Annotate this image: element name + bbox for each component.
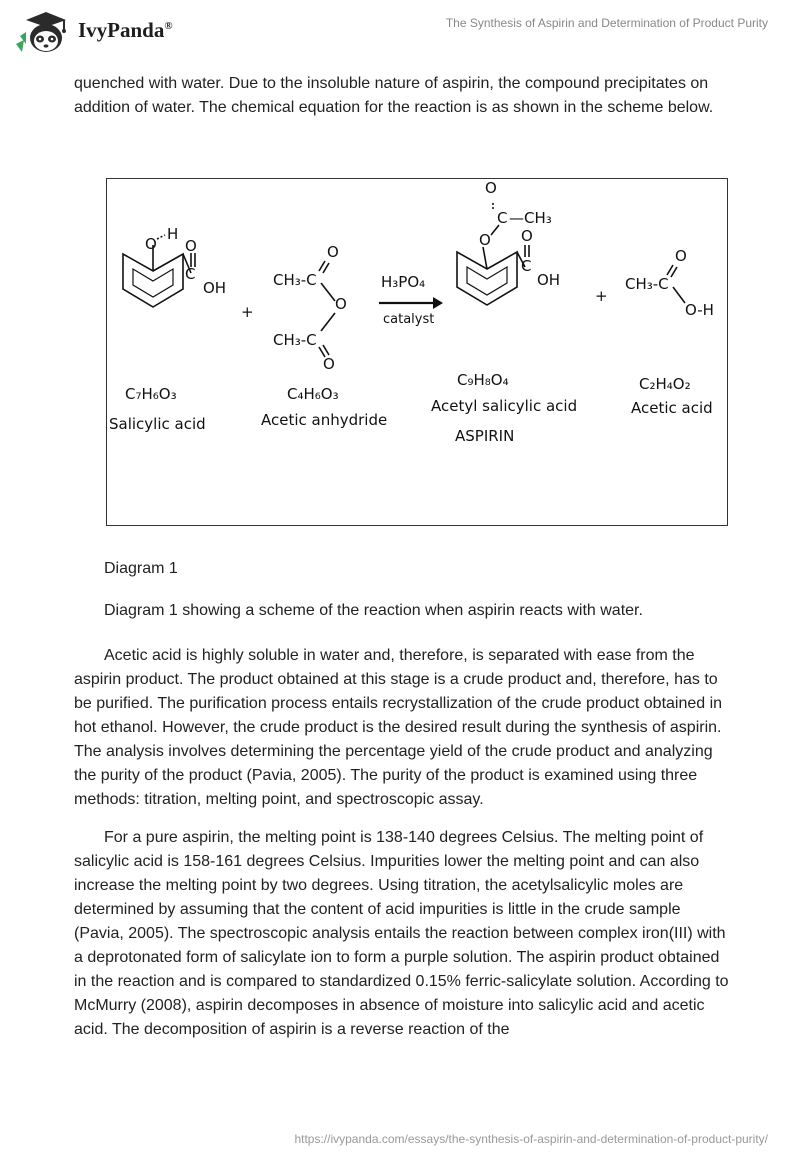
svg-text:O: O [675, 247, 687, 265]
svg-text:O: O [145, 235, 157, 253]
catalyst-formula: H₃PO₄ [381, 273, 426, 291]
product2-name: Acetic acid [631, 399, 713, 417]
intro-paragraph: quenched with water. Due to the insoluble nature of aspirin, the compound precipitates on addition of water. The chemical equation for the reaction is as shown in the scheme below. [74, 75, 714, 116]
svg-text:O: O [335, 295, 347, 313]
svg-text:CH₃-C: CH₃-C [625, 275, 669, 293]
svg-text:O: O [327, 243, 339, 261]
svg-text:C: C [521, 257, 532, 275]
svg-text:O: O [323, 355, 335, 373]
reactant2-name: Acetic anhydride [261, 411, 388, 429]
svg-text:O: O [479, 231, 491, 249]
svg-text:C₇H₆O₃: C₇H₆O₃ [125, 385, 177, 403]
body-paragraph-2: For a pure aspirin, the melting point is 138-140 degrees Celsius. The melting point of salicylic acid is 158-161 degrees Celsius. Impurities lower the melting point and can also increase the melting point by two degrees. Using titration, the acetylsalicylic moles are determined by assuming that the content of acid impurities is little in the crude sample (Pavia, 2005). The spectroscopic analysis entails the reaction between complex iron(III) with a deprotonated form of salicylate ion to form a purple solution. The aspirin product obtained in the reaction and is compared to standardized 0.15% ferric-salicylate solution. According to McMurry (2008), aspirin decomposes in absence of moisture into salicylic acid and acetic acid. The decomposition of aspirin is a reverse reaction of the [74, 829, 729, 1038]
ivypanda-logo-icon[interactable] [14, 10, 74, 56]
svg-text:C₄H₆O₃: C₄H₆O₃ [287, 385, 339, 403]
plus-sign-2: + [595, 287, 608, 305]
intro-section [74, 72, 734, 120]
svg-text:O-H: O-H [685, 301, 714, 319]
svg-text:OH: OH [203, 279, 227, 297]
footer-url[interactable]: https://ivypanda.com/essays/the-synthesis-of-aspirin-and-determination-of-product-purity/ [294, 1132, 768, 1146]
svg-text:CH₃-C: CH₃-C [273, 331, 317, 349]
svg-text:C: C [185, 265, 196, 283]
diagram-label: Diagram 1 [104, 560, 178, 577]
svg-text:C₂H₄O₂: C₂H₄O₂ [639, 375, 691, 393]
svg-text:O: O [485, 179, 497, 197]
svg-text:H: H [167, 225, 179, 243]
svg-text:OH: OH [537, 271, 561, 289]
body-section [74, 644, 734, 1056]
reaction-scheme-diagram [107, 179, 727, 525]
reaction-scheme-figure [106, 178, 728, 526]
diagram-caption: Diagram 1 showing a scheme of the reaction when aspirin reacts with water. [104, 602, 643, 619]
page-header [0, 0, 800, 60]
document-title: The Synthesis of Aspirin and Determination of Product Purity [445, 16, 768, 30]
svg-text:O: O [521, 227, 533, 245]
svg-text:C₉H₈O₄: C₉H₈O₄ [457, 371, 509, 389]
plus-sign-1: + [241, 303, 254, 321]
svg-text:C: C [497, 209, 508, 227]
product1-name: Acetyl salicylic acid [431, 397, 578, 415]
svg-text:—CH₃: —CH₃ [509, 209, 552, 227]
brand-name[interactable]: IvyPanda® [78, 18, 173, 42]
body-paragraph-1: Acetic acid is highly soluble in water and, therefore, is separated with ease from the aspirin product. The product obtained at this stage is a crude product and, therefore, has to be purified. The purification process entails recrystallization of the crude product obtained in hot ethanol. However, the crude product is the desired result during the synthesis of aspirin. The analysis involves determining the percentage yield of the crude product and analyzing the purity of the product (Pavia, 2005). The purity of the product is examined using three methods: titration, melting point, and spectroscopic assay. [74, 647, 723, 808]
svg-text:O: O [185, 237, 197, 255]
catalyst-label: catalyst [383, 312, 435, 327]
reactant1-name: Salicylic acid [109, 415, 206, 433]
svg-text:CH₃-C: CH₃-C [273, 271, 317, 289]
product1-alt-name: ASPIRIN [455, 427, 515, 445]
